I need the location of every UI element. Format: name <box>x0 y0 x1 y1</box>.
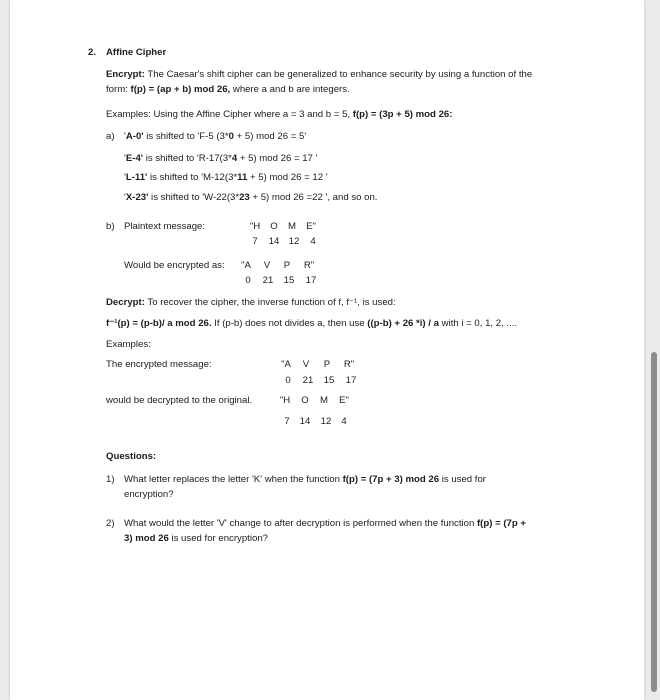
dec-letter: O <box>301 395 309 406</box>
quote: ' <box>124 192 126 203</box>
shift-text: is shifted to 'M-12(3* <box>147 172 238 183</box>
alt-range: with i = 0, 1, 2, .... <box>438 318 518 329</box>
quote: ' <box>124 131 126 142</box>
plaintext-label: Plaintext message: <box>124 221 206 232</box>
dec-number: 12 <box>320 416 332 427</box>
decrypt-label: Decrypt: <box>106 297 145 308</box>
q2-formula: f(p) = (7p + <box>476 518 527 529</box>
enc-letter: P <box>323 359 331 370</box>
shift-value: 11 <box>237 172 248 183</box>
enc-letter: "A <box>281 359 291 370</box>
item-a-label: a) <box>106 131 115 142</box>
shift-value: 4 <box>231 153 238 164</box>
shift-line <box>124 153 317 165</box>
q1-text: What letter replaces the letter 'K' when the function <box>124 474 343 485</box>
examples-formula: f(p) = (3p + 5) mod 26: <box>352 109 453 120</box>
encrypted-as-label: Would be encrypted as: <box>124 260 225 271</box>
dec-number: 14 <box>299 416 311 427</box>
plaintext-number: 12 <box>288 236 300 247</box>
questions-title: Questions: <box>106 451 157 462</box>
plaintext-number: 4 <box>310 236 316 247</box>
encrypted-letter: P <box>283 260 291 271</box>
dec-number: 4 <box>341 416 347 427</box>
q1-text-end: is used for <box>439 474 487 485</box>
encrypt-line1 <box>106 69 532 81</box>
enc-letter: R" <box>343 359 355 370</box>
vertical-scrollbar[interactable] <box>651 352 657 692</box>
shift-value: 0 <box>228 131 234 142</box>
decrypted-original-label: would be decrypted to the original. <box>106 395 253 406</box>
question-1-number: 1) <box>106 474 115 485</box>
shift-text: is shifted to 'R-17(3* <box>143 153 232 164</box>
encrypt-line2 <box>106 84 350 96</box>
q2-text-end: is used for encryption? <box>168 533 268 544</box>
inverse-formula: f⁻¹(p) = (p-b)/ a mod 26. <box>106 318 212 329</box>
dec-letter: E" <box>339 395 349 406</box>
shift-line <box>124 131 306 143</box>
encrypt-examples-line <box>106 109 452 121</box>
encrypted-letter: R" <box>303 260 315 271</box>
q1-formula: f(p) = (7p + 3) mod 26 <box>342 474 440 485</box>
decrypt-formula-line <box>106 318 517 330</box>
section-title: Affine Cipher <box>106 47 167 58</box>
shift-line <box>124 172 328 184</box>
shift-text: is shifted to 'F-5 (3* <box>143 131 229 142</box>
question-2-number: 2) <box>106 518 115 529</box>
plaintext-letter: "H <box>249 221 261 232</box>
enc-number: 0 <box>285 375 291 386</box>
shift-text: is shifted to 'W-22(3* <box>148 192 240 203</box>
encrypted-message-label: The encrypted message: <box>106 359 212 370</box>
question-2-line1 <box>124 518 526 530</box>
alt-formula: ((p-b) + 26 *i) / a <box>367 318 439 329</box>
plaintext-letter: O <box>270 221 278 232</box>
section-number: 2. <box>88 47 97 58</box>
shift-line <box>124 192 377 204</box>
encrypted-letter: "A <box>241 260 251 271</box>
inverse-condition: If (p-b) does not divides a, then use <box>211 318 368 329</box>
encrypt-general-formula: f(p) = (ap + b) mod 26, <box>130 84 231 95</box>
plaintext-letter: E" <box>306 221 316 232</box>
shift-result: + 5) mod 26 =22 ', and so on. <box>249 192 378 203</box>
encrypted-number: 17 <box>305 275 317 286</box>
question-2-line2 <box>124 533 268 545</box>
enc-number: 21 <box>302 375 314 386</box>
dec-number: 7 <box>284 416 290 427</box>
question-1-line2: encryption? <box>124 489 174 500</box>
quote: ' <box>124 153 126 164</box>
enc-number: 17 <box>345 375 357 386</box>
decrypt-examples-label: Examples: <box>106 339 151 350</box>
decrypt-text: To recover the cipher, the inverse function of f, f⁻¹, is used: <box>147 297 396 308</box>
plaintext-letter: M <box>288 221 296 232</box>
shift-key: L-11' <box>125 172 148 183</box>
examples-prefix: Examples: Using the Affine Cipher where a = 3 and b = 5, <box>106 109 353 120</box>
enc-letter: V <box>302 359 310 370</box>
encrypt-form-prefix: form: <box>106 84 131 95</box>
quote: ' <box>124 172 126 183</box>
enc-number: 15 <box>323 375 335 386</box>
encrypted-number: 0 <box>245 275 251 286</box>
q2-text: What would the letter 'V' change to after decryption is performed when the function <box>124 518 477 529</box>
q2-formula-end: 3) mod 26 <box>124 533 169 544</box>
encrypt-text: The Caesar's shift cipher can be generalized to enhance security by using a function of the <box>147 69 533 80</box>
encrypt-label: Encrypt: <box>106 69 145 80</box>
item-b-label: b) <box>106 221 115 232</box>
shift-key: E-4' <box>125 153 144 164</box>
plaintext-number: 7 <box>252 236 258 247</box>
dec-letter: M <box>320 395 328 406</box>
plaintext-number: 14 <box>268 236 280 247</box>
dec-letter: "H <box>279 395 291 406</box>
decrypt-line1 <box>106 297 396 309</box>
encrypted-number: 21 <box>262 275 274 286</box>
shift-key: A-0' <box>125 131 144 142</box>
shift-result: + 5) mod 26 = 12 ' <box>247 172 328 183</box>
question-1-line1 <box>124 474 486 486</box>
encrypted-number: 15 <box>283 275 295 286</box>
shift-result: + 5) mod 26 = 5' <box>233 131 307 142</box>
shift-key: X-23' <box>125 192 149 203</box>
encrypted-letter: V <box>263 260 271 271</box>
shift-value: 23 <box>239 192 250 203</box>
encrypt-form-suffix: where a and b are integers. <box>230 84 350 95</box>
shift-result: + 5) mod 26 = 17 ' <box>237 153 318 164</box>
